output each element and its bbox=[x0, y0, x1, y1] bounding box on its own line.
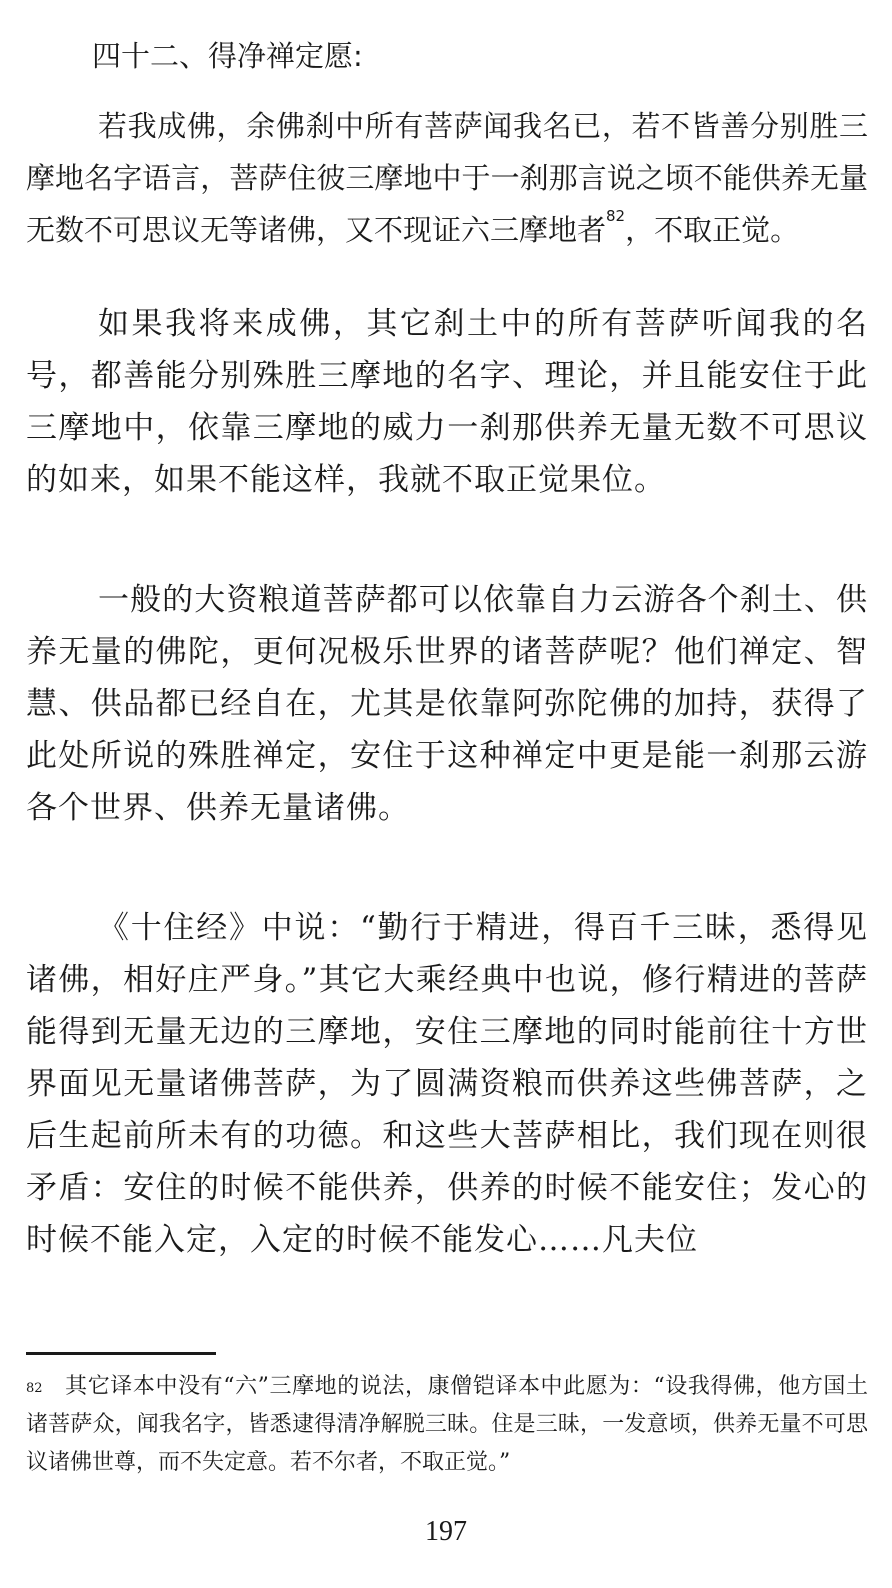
vow-heading: 四十二、得净禅定愿: bbox=[92, 39, 363, 73]
footnote-reference: 82 bbox=[606, 207, 626, 225]
footnote-text: 其它译本中没有“六”三摩地的说法，康僧铠译本中此愿为：“设我得佛，他方国土诸菩萨众，闻我名字，皆悉逮得清净解脱三昧。住是三昧，一发意顷，供养无量不可思议诸佛世尊，而不失定意。若不尔者，不取正觉。” bbox=[26, 1374, 868, 1475]
footnote-divider bbox=[26, 1352, 216, 1355]
vow-ending: ，不取正觉。 bbox=[625, 213, 800, 247]
commentary-paragraph-3: 《十住经》中说：“勤行于精进，得百千三昧，悉得见诸佛，相好庄严身。”其它大乘经典中也说，修行精进的菩萨能得到无量无边的三摩地，安住三摩地的同时能前往十方世界面见无量诸佛菩萨，为了圆满资粮而供养这些佛菩萨，之后生起前所未有的功德。和这些大菩萨相比，我们现在则很矛盾：安住的时候不能供养，供养的时候不能安住；发心的时候不能入定，入定的时候不能发心……凡夫位 bbox=[26, 910, 868, 1258]
commentary-paragraph-1: 如果我将来成佛，其它刹土中的所有菩萨听闻我的名号，都善能分别殊胜三摩地的名字、理论，并且能安住于此三摩地中，依靠三摩地的威力一刹那供养无量无数不可思议的如来，如果不能这样，我就不取正觉果位。 bbox=[26, 306, 868, 498]
footnote-number: 82 bbox=[26, 1381, 43, 1396]
vow-text bbox=[26, 100, 868, 256]
footnote bbox=[26, 1368, 868, 1482]
commentary-paragraph-2: 一般的大资粮道菩萨都可以依靠自力云游各个刹土、供养无量的佛陀，更何况极乐世界的诸菩萨呢？他们禅定、智慧、供品都已经自在，尤其是依靠阿弥陀佛的加持，获得了此处所说的殊胜禅定，安住于这种禅定中更是能一刹那云游各个世界、供养无量诸佛。 bbox=[26, 582, 868, 826]
page-number: 197 bbox=[425, 1516, 467, 1547]
vow-body: 若我成佛，余佛刹中所有菩萨闻我名已，若不皆善分别胜三摩地名字语言，菩萨住彼三摩地中于一刹那言说之顷不能供养无量无数不可思议无等诸佛，又不现证六三摩地者 bbox=[26, 109, 868, 247]
